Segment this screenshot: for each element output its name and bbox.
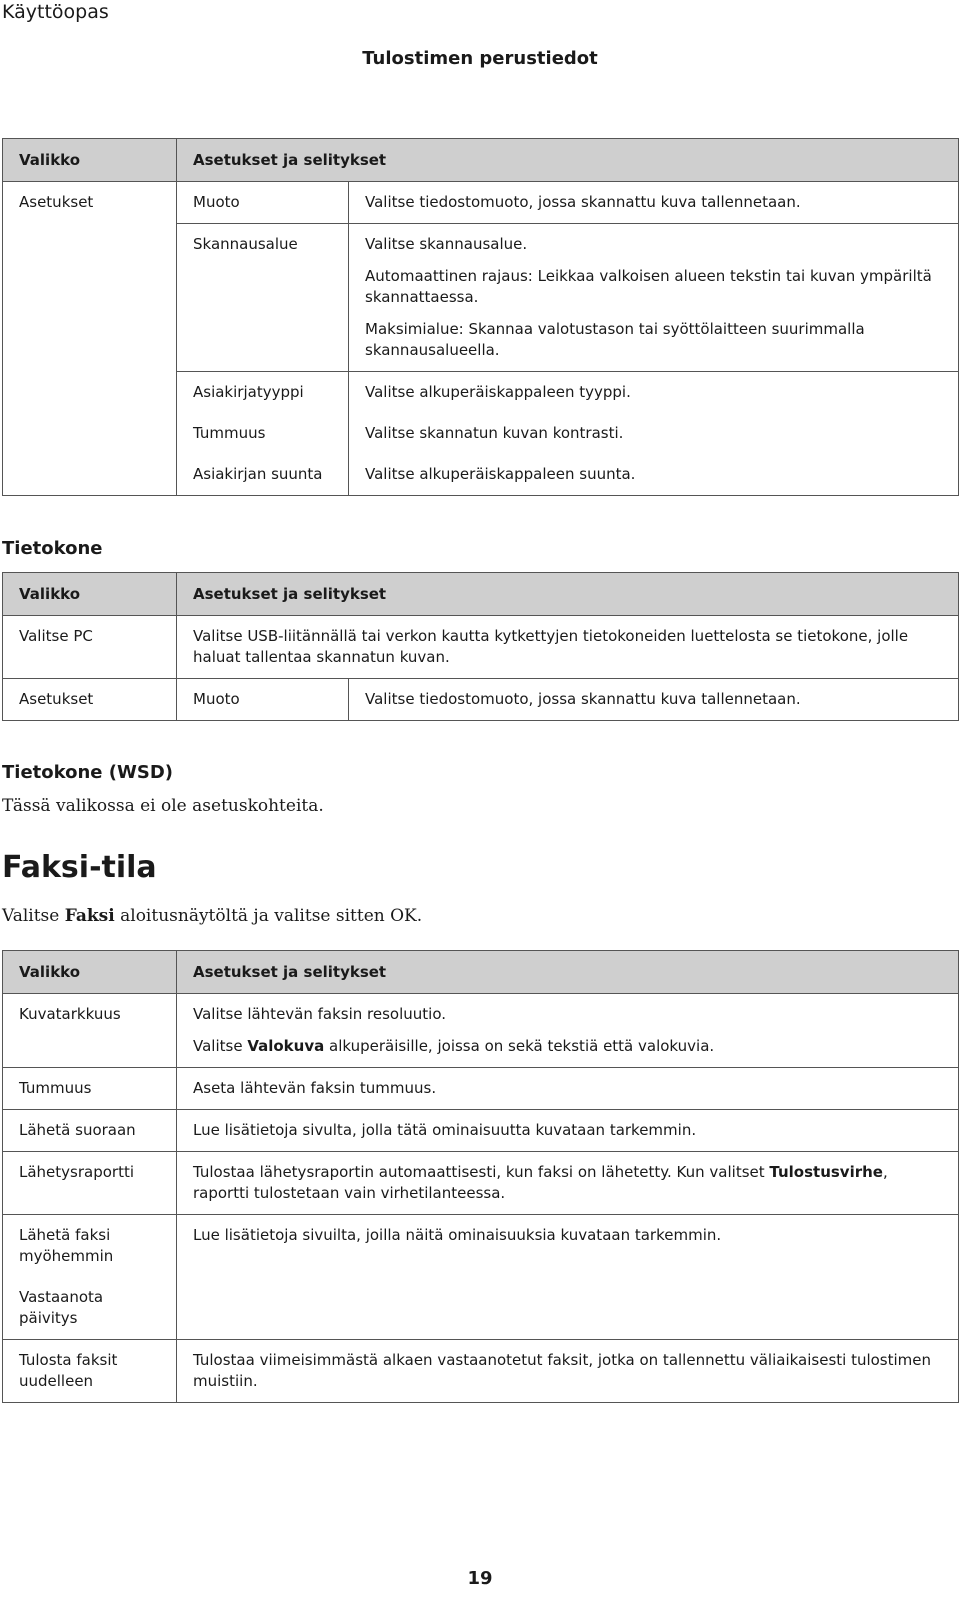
table-row [3,1340,959,1403]
wsd-section-text: Tässä valikossa ei ole asetuskohteita. [2,796,324,816]
fax-table [2,950,959,1403]
menu-item-name: Lähetysraportti [3,1152,177,1215]
description-line: Maksimialue: Skannaa valotustason tai syöttölaitteen suurimmalla skannausalueella. [365,320,865,359]
scan-settings-table [2,138,959,496]
table-header-settings: Asetukset ja selitykset [177,951,959,994]
intro-bold-text: Faksi [64,906,115,926]
table-header-settings: Asetukset ja selitykset [177,139,959,182]
setting-name: Asiakirjan suunta [177,454,349,496]
table-row [3,182,959,224]
setting-name: Tummuus [177,413,349,454]
setting-description: Valitse skannatun kuvan kontrasti. [349,413,959,454]
description-text: , raportti tulostetaan vain virhetilanteessa. [193,1163,888,1202]
setting-name: Muoto [177,182,349,224]
menu-item-description: Tulostaa viimeisimmästä alkaen vastaanotetut faksit, jotka on tallennettu väliaikaisesti tulostimen muistiin. [177,1340,959,1403]
menu-item-name: Valitse PC [3,616,177,679]
menu-item-name: Lähetä faksi myöhemmin [3,1215,177,1278]
description-bold-text: Tulostusvirhe [769,1163,883,1181]
description-text: Valitse [193,1037,248,1055]
menu-item-description: Lue lisätietoja sivulta, jolla tätä ominaisuutta kuvataan tarkemmin. [177,1110,959,1152]
description-text: Tulostaa lähetysraportin automaattisesti, kun faksi on lähetetty. Kun valitset [193,1163,770,1181]
table-header-menu: Valikko [3,951,177,994]
menu-item-name: Tummuus [3,1068,177,1110]
menu-item-description [177,994,959,1068]
table-row [3,616,959,679]
table-row [3,679,959,721]
computer-section-title: Tietokone [2,538,103,559]
menu-item-description: Valitse USB-liitännällä tai verkon kautta kytkettyjen tietokoneiden luettelosta se tietokone, jolle haluat tallentaa skannatun kuvan. [177,616,959,679]
wsd-section-title: Tietokone (WSD) [2,762,173,783]
fax-intro-text [2,906,422,926]
menu-item-name: Kuvatarkkuus [3,994,177,1068]
menu-group-label: Asetukset [3,679,177,721]
setting-description [349,224,959,372]
table-row [3,1068,959,1110]
menu-item-name: Vastaanota päivitys [3,1277,177,1340]
menu-group-label: Asetukset [3,182,177,496]
table-row [3,1215,959,1278]
description-text: alkuperäisille, joissa on sekä tekstiä että valokuvia. [324,1037,715,1055]
menu-item-description [177,1152,959,1215]
table-header-menu: Valikko [3,139,177,182]
menu-item-name: Lähetä suoraan [3,1110,177,1152]
menu-item-name: Tulosta faksit uudelleen [3,1340,177,1403]
menu-item-description: Lue lisätietoja sivuilta, joilla näitä ominaisuuksia kuvataan tarkemmin. [177,1215,959,1340]
page-number: 19 [467,1568,493,1589]
intro-text: Valitse [2,906,65,926]
description-bold-text: Valokuva [247,1037,325,1055]
table-header-menu: Valikko [3,573,177,616]
setting-name: Muoto [177,679,349,721]
table-header-settings: Asetukset ja selitykset [177,573,959,616]
intro-text: aloitusnäytöltä ja valitse sitten OK. [114,906,423,926]
document-title: Käyttöopas [2,1,109,23]
description-line: Valitse lähtevän faksin resoluutio. [193,1005,447,1023]
description-line: Valitse skannausalue. [365,235,528,253]
setting-description: Valitse alkuperäiskappaleen suunta. [349,454,959,496]
fax-chapter-title: Faksi-tila [2,850,157,885]
table-row [3,994,959,1068]
table-row [3,1110,959,1152]
setting-description: Valitse tiedostomuoto, jossa skannattu kuva tallennetaan. [349,679,959,721]
setting-description: Valitse tiedostomuoto, jossa skannattu kuva tallennetaan. [349,182,959,224]
description-line: Automaattinen rajaus: Leikkaa valkoisen alueen tekstin tai kuvan ympäriltä skannattaessa. [365,267,932,306]
table-row [3,1152,959,1215]
setting-description: Valitse alkuperäiskappaleen tyyppi. [349,372,959,414]
setting-name: Skannausalue [177,224,349,372]
menu-item-description: Aseta lähtevän faksin tummuus. [177,1068,959,1110]
setting-name: Asiakirjatyyppi [177,372,349,414]
section-title: Tulostimen perustiedot [362,48,598,69]
computer-table [2,572,959,721]
description-line [193,1036,942,1057]
